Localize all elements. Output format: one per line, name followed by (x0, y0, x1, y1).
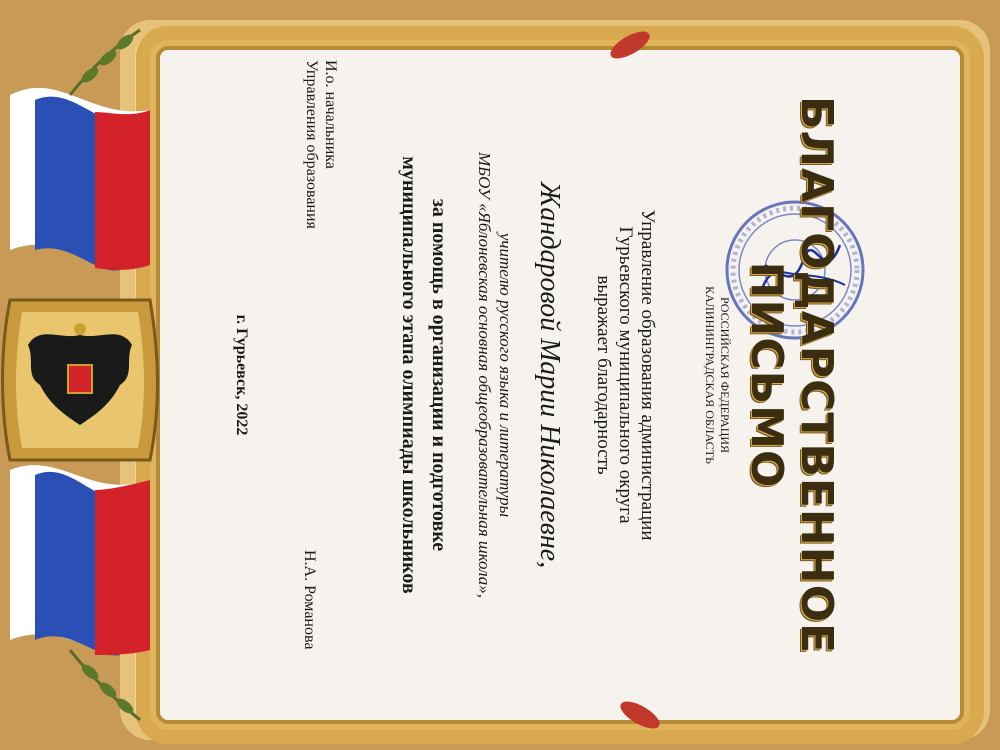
title-line-1: БЛАГОДАРСТВЕННОЕ (791, 95, 842, 655)
reason-line-1: за помощь в организации и подготовке (428, 198, 450, 552)
reason-line-2: муниципального этапа олимпиады школьников (398, 156, 420, 594)
signer-title-line-1: И.о. начальника (322, 60, 339, 169)
issuer-line-1: Управление образования администрации (637, 209, 658, 541)
recipient-school: МБОУ «Яблоневская основная общеобразовательная школа», (475, 151, 494, 598)
region-label: КАЛИНИНГРАДСКАЯ ОБЛАСТЬ (703, 286, 717, 464)
issuer-line-2: Гурьевского муниципального округа (615, 226, 636, 524)
signer-title (302, 60, 340, 229)
signer-title-line-2: Управления образования (303, 60, 320, 229)
certificate-text-layer (90, 30, 910, 720)
signer-name: Н.А. Романова (301, 550, 318, 650)
recipient-name: Жандаровой Марии Николаевне, (534, 181, 565, 569)
city-year: г. Гурьевск, 2022 (233, 314, 250, 436)
title-line-2: ПИСЬМО (741, 261, 792, 489)
recipient-position: учителю русского языка и литературы (496, 232, 515, 518)
country-label: РОССИЙСКАЯ ФЕДЕРАЦИЯ (718, 296, 732, 454)
issuer-line-3: выражает благодарность (593, 275, 614, 475)
